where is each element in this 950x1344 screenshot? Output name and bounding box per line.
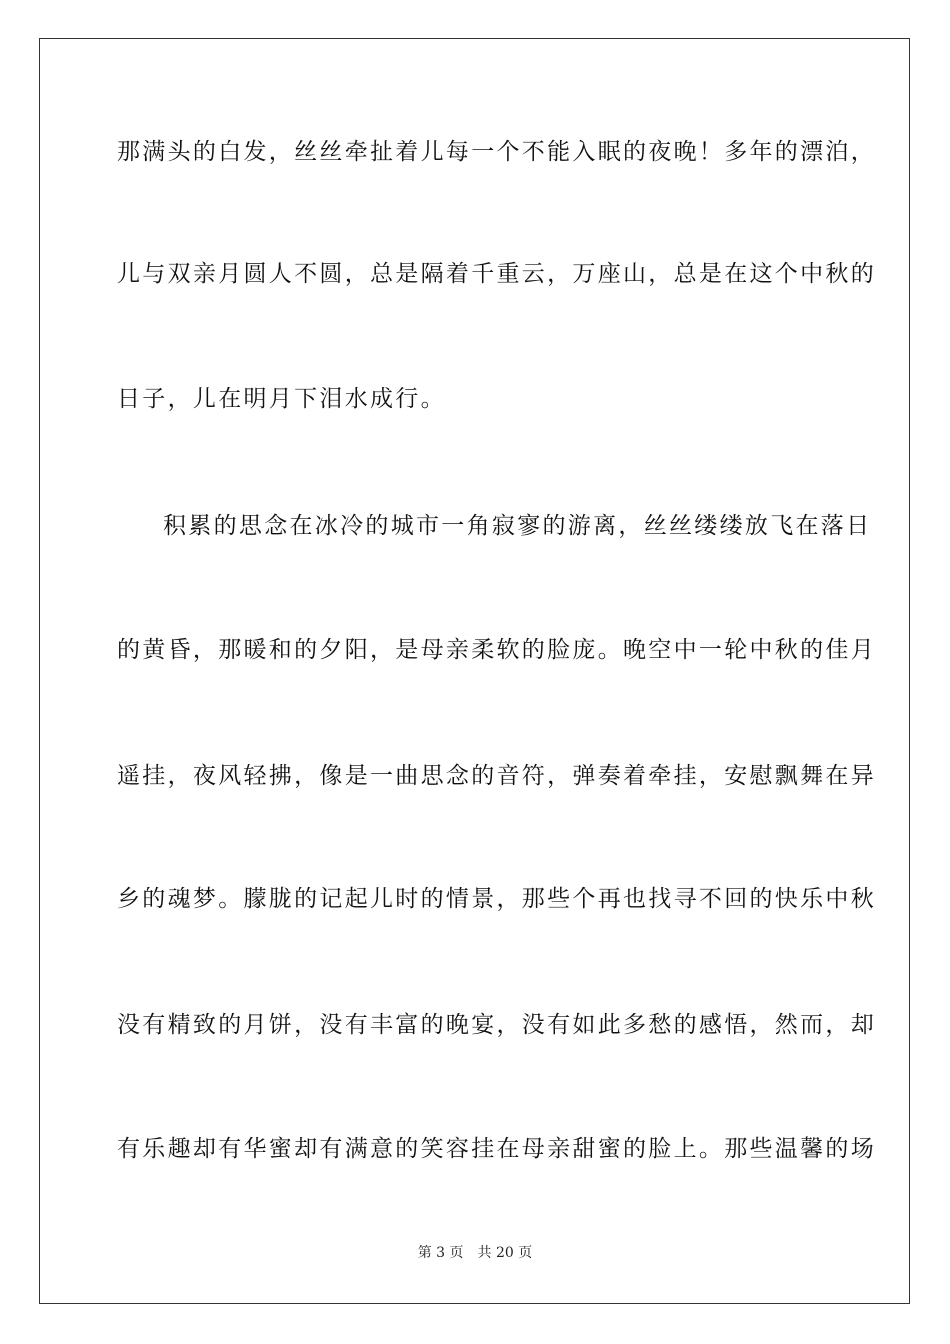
text-line: 那满头的白发，丝丝牵扯着儿每一个不能入眠的夜晚！多年的漂泊， xyxy=(117,139,876,165)
text-line: 儿与双亲月圆人不圆，总是隔着千重云，万座山，总是在这个中秋的 xyxy=(117,261,876,287)
page-total: 共 20 页 xyxy=(477,1245,533,1261)
page-footer xyxy=(0,1244,950,1262)
text-line: 乡的魂梦。朦胧的记起儿时的情景，那些个再也找寻不回的快乐中秋 xyxy=(117,886,876,912)
text-line: 遥挂，夜风轻拂，像是一曲思念的音符，弹奏着牵挂，安慰飘舞在异 xyxy=(117,763,876,789)
page-number: 第 3 页 xyxy=(417,1245,464,1261)
text-line: 日子，儿在明月下泪水成行。 xyxy=(117,386,446,412)
text-line: 的黄昏，那暖和的夕阳，是母亲柔软的脸庞。晚空中一轮中秋的佳月 xyxy=(117,637,876,663)
text-line: 有乐趣却有华蜜却有满意的笑容挂在母亲甜蜜的脸上。那些温馨的场 xyxy=(117,1136,876,1162)
text-line: 没有精致的月饼，没有丰富的晚宴，没有如此多愁的感悟，然而，却 xyxy=(117,1012,876,1038)
page-border xyxy=(39,38,910,1304)
paragraph-first-line: 积累的思念在冰冷的城市一角寂寥的游离，丝丝缕缕放飞在落日 xyxy=(163,513,872,539)
